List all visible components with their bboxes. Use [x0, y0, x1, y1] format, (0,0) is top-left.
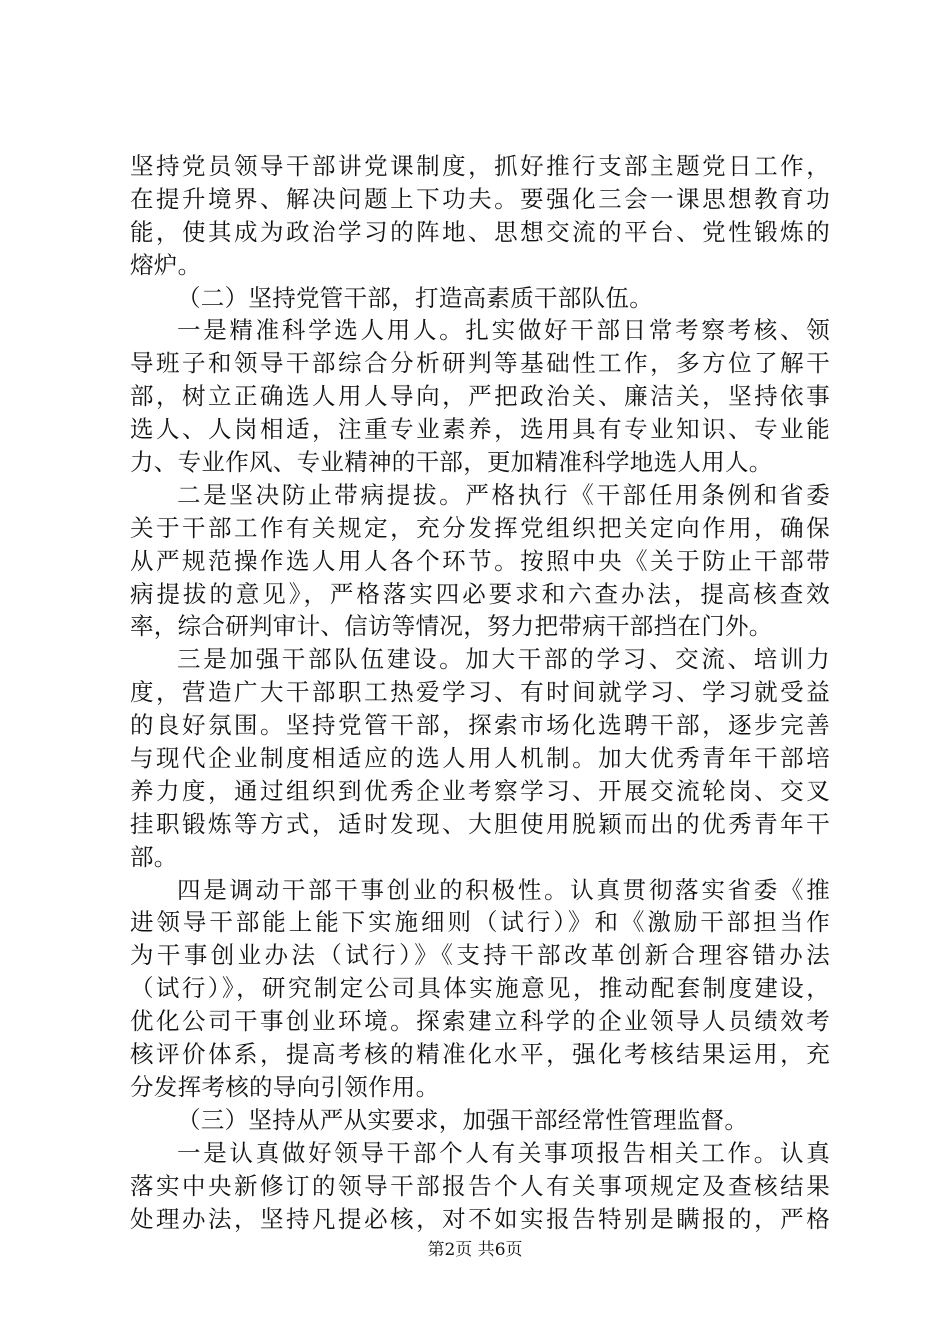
page-number-footer: 第2页 共6页 [427, 1240, 523, 1260]
text-line: 与现代企业制度相适应的选人用人机制。加大优秀青年干部培 [130, 744, 830, 773]
text-line: 熔炉。 [130, 250, 202, 279]
text-line: 进领导干部能上能下实施细则（试行）》和《激励干部担当作 [130, 908, 830, 937]
text-line: 的良好氛围。坚持党管干部，探索市场化选聘干部，逐步完善 [130, 711, 830, 740]
text-line: 力、专业作风、专业精神的干部，更加精准科学地选人用人。 [130, 448, 773, 477]
text-line: 导班子和领导干部综合分析研判等基础性工作，多方位了解干 [130, 349, 830, 378]
text-line: 处理办法，坚持凡提必核，对不如实报告特别是瞒报的，严格 [130, 1204, 830, 1233]
text-line: 一是认真做好领导干部个人有关事项报告相关工作。认真 [177, 1138, 830, 1167]
text-line: 优化公司干事创业环境。探索建立科学的企业领导人员绩效考 [130, 1007, 830, 1036]
text-line: 选人、人岗相适，注重专业素养，选用具有专业知识、专业能 [130, 415, 830, 444]
section-heading: （二）坚持党管干部，打造高素质干部队伍。 [177, 283, 653, 312]
text-line: 在提升境界、解决问题上下功夫。要强化三会一课思想教育功 [130, 184, 830, 213]
text-line: （试行）》，研究制定公司具体实施意见，推动配套制度建设， [130, 974, 830, 1003]
text-line: 二是坚决防止带病提拔。严格执行《干部任用条例和省委 [177, 480, 830, 509]
text-line: 为干事创业办法（试行）》《支持干部改革创新合理容错办法 [130, 941, 830, 970]
section-heading: （三）坚持从严从实要求，加强干部经常性管理监督。 [177, 1105, 749, 1134]
text-line: 挂职锻炼等方式，适时发现、大胆使用脱颖而出的优秀青年干 [130, 809, 830, 838]
text-line: 率，综合研判审计、信访等情况，努力把带病干部挡在门外。 [130, 612, 773, 641]
text-line: 一是精准科学选人用人。扎实做好干部日常考察考核、领 [177, 316, 830, 345]
text-line: 能，使其成为政治学习的阵地、思想交流的平台、党性锻炼的 [130, 217, 830, 246]
text-line: 三是加强干部队伍建设。加大干部的学习、交流、培训力 [177, 645, 830, 674]
text-line: 落实中央新修订的领导干部报告个人有关事项规定及查核结果 [130, 1171, 830, 1200]
text-line: 部，树立正确选人用人导向，严把政治关、廉洁关，坚持依事 [130, 382, 830, 411]
text-line: 关于干部工作有关规定，充分发挥党组织把关定向作用，确保 [130, 513, 830, 542]
text-line: 坚持党员领导干部讲党课制度，抓好推行支部主题党日工作， [130, 152, 830, 180]
text-line: 四是调动干部干事创业的积极性。认真贯彻落实省委《推 [177, 875, 830, 904]
text-line: 部。 [130, 842, 178, 871]
text-line: 分发挥考核的导向引领作用。 [130, 1072, 440, 1101]
text-line: 核评价体系，提高考核的精准化水平，强化考核结果运用，充 [130, 1040, 830, 1069]
text-line: 度，营造广大干部职工热爱学习、有时间就学习、学习就受益 [130, 678, 830, 707]
document-body [130, 150, 830, 1235]
text-line: 病提拔的意见》，严格落实四必要求和六查办法，提高核查效 [130, 579, 830, 608]
text-line: 从严规范操作选人用人各个环节。按照中央《关于防止干部带 [130, 546, 830, 575]
text-line: 养力度，通过组织到优秀企业考察学习、开展交流轮岗、交叉 [130, 776, 830, 805]
